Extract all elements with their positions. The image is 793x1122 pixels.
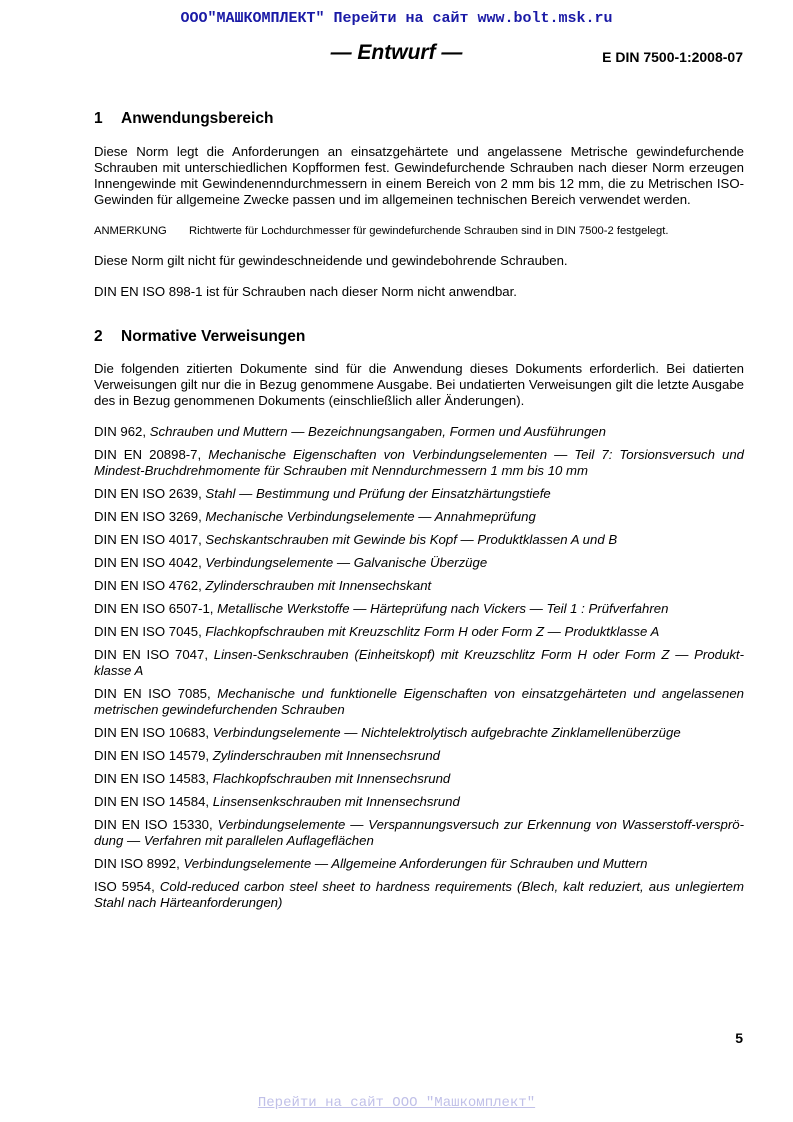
reference-item bbox=[94, 725, 744, 741]
reference-code: DIN EN ISO 3269, bbox=[94, 509, 202, 524]
reference-code: DIN EN ISO 15330, bbox=[94, 817, 213, 832]
reference-item bbox=[94, 578, 744, 594]
draft-label: — Entwurf — bbox=[330, 41, 463, 64]
reference-item bbox=[94, 509, 744, 525]
reference-item bbox=[94, 647, 744, 679]
reference-title: Flachkopfschrauben mit Kreuzschlitz Form H oder Form Z — Produktklasse A bbox=[205, 624, 660, 639]
reference-item bbox=[94, 686, 744, 718]
reference-title: Verbindungselemente — Galvanische Überzüge bbox=[205, 555, 488, 570]
reference-title: Verbindungselemente — Allgemeine Anforderungen für Schrauben und Muttern bbox=[183, 856, 648, 871]
reference-code: DIN EN ISO 4042, bbox=[94, 555, 202, 570]
reference-item bbox=[94, 771, 744, 787]
reference-item bbox=[94, 447, 744, 479]
reference-code: DIN EN ISO 10683, bbox=[94, 725, 210, 740]
reference-item bbox=[94, 817, 744, 849]
reference-title: Metallische Werkstoffe — Härteprüfung nach Vickers — Teil 1 : Prüfverfahren bbox=[217, 601, 669, 616]
reference-item bbox=[94, 856, 744, 872]
reference-title: Schrauben und Muttern — Bezeichnungsangaben, Formen und Ausführungen bbox=[149, 424, 606, 439]
reference-code: DIN EN ISO 4017, bbox=[94, 532, 202, 547]
reference-item bbox=[94, 555, 744, 571]
reference-title: Linsensenkschrauben mit Innensechsrund bbox=[212, 794, 460, 809]
reference-code: DIN EN ISO 2639, bbox=[94, 486, 202, 501]
reference-code: DIN EN ISO 4762, bbox=[94, 578, 202, 593]
reference-item bbox=[94, 601, 744, 617]
reference-code: DIN EN ISO 7085, bbox=[94, 686, 211, 701]
reference-code: DIN ISO 8992, bbox=[94, 856, 180, 871]
reference-code: DIN EN ISO 14584, bbox=[94, 794, 210, 809]
page-number: 5 bbox=[735, 1030, 743, 1046]
reference-code: DIN 962, bbox=[94, 424, 147, 439]
reference-code: DIN EN 20898-7, bbox=[94, 447, 202, 462]
reference-code: DIN EN ISO 7045, bbox=[94, 624, 202, 639]
reference-title: Sechskantschrauben mit Gewinde bis Kopf — Produktklassen A und B bbox=[205, 532, 618, 547]
reference-title: Mechanische und funktionelle Eigenschaften von einsatzgehärteten und angelassenen metrischen gewindefurchenden Schrauben bbox=[94, 686, 744, 717]
note-label: ANMERKUNG bbox=[94, 225, 167, 237]
reference-item bbox=[94, 424, 744, 440]
note-text: Richtwerte für Lochdurchmesser für gewindefurchende Schrauben sind in DIN 7500-2 festgelegt. bbox=[189, 225, 669, 237]
section-2-number: 2 bbox=[94, 328, 103, 345]
document-body bbox=[94, 109, 744, 918]
reference-item bbox=[94, 879, 744, 911]
scope-paragraph: Diese Norm legt die Anforderungen an einsatzgehärtete und angelassene Metrische gewindefurchende Schrauben mit unterschiedlichen Kopfformen fest. Gewindefurchende Schrauben nach dieser Norm erzeugen Innengewinde mit Gewindenenndurchmessern in einem Bereich von 2 mm bis 12 mm, die zu Metrischen ISO-Gewinden für allgemeine Zwecke passen und im allgemeinen technischen Bereich verwendet werden. bbox=[94, 144, 744, 207]
reference-item bbox=[94, 532, 744, 548]
reference-item bbox=[94, 748, 744, 764]
section-1-heading bbox=[94, 109, 744, 129]
section-2-heading bbox=[94, 327, 744, 347]
exclusion-paragraph: Diese Norm gilt nicht für gewindeschneidende und gewindebohrende Schrauben. bbox=[94, 253, 568, 268]
reference-item bbox=[94, 794, 744, 810]
reference-code: DIN EN ISO 14583, bbox=[94, 771, 210, 786]
reference-code: DIN EN ISO 6507-1, bbox=[94, 601, 214, 616]
reference-list bbox=[94, 424, 744, 911]
section-1-title: Anwendungsbereich bbox=[121, 110, 274, 127]
reference-title: Mechanische Verbindungselemente — Annahmeprüfung bbox=[205, 509, 536, 524]
note bbox=[94, 224, 744, 238]
reference-title: Flachkopfschrauben mit Innensechsrund bbox=[212, 771, 451, 786]
reference-code: ISO 5954, bbox=[94, 879, 155, 894]
promo-link-top[interactable]: ООО"МАШКОМПЛЕКТ" Перейти на сайт www.bolt.msk.ru bbox=[180, 10, 613, 27]
reference-code: DIN EN ISO 14579, bbox=[94, 748, 210, 763]
reference-code: DIN EN ISO 7047, bbox=[94, 647, 208, 662]
reference-title: Stahl — Bestimmung und Prüfung der Einsatzhärtungstiefe bbox=[205, 486, 551, 501]
references-intro: Die folgenden zitierten Dokumente sind für die Anwendung dieses Dokuments erforderlich. Bei datierten Verweisungen gilt nur die in Bezug genommene Ausgabe. Bei undatierten Verweisungen gilt die letzte Ausgabe des in Bezug genommenen Dokuments (einschließlich aller Änderungen). bbox=[94, 361, 744, 408]
promo-link-bottom[interactable]: Перейти на сайт ООО "Машкомплект" bbox=[257, 1095, 536, 1111]
reference-title: Cold-reduced carbon steel sheet to hardness requirements (Blech, kalt reduziert, aus unlegiertem Stahl nach Härteanforderungen) bbox=[94, 879, 744, 910]
section-2-title: Normative Verweisungen bbox=[121, 328, 306, 345]
document-id: E DIN 7500-1:2008-07 bbox=[602, 49, 743, 65]
reference-title: Verbindungselemente — Nichtelektrolytisch aufgebrachte Zinklamellenüberzüge bbox=[212, 725, 681, 740]
reference-title: Linsen-Senkschrauben (Einheitskopf) mit Kreuzschlitz Form H oder Form Z — Produkt-klasse A bbox=[94, 647, 744, 678]
reference-title: Verbindungselemente — Verspannungsversuch zur Erkennung von Wasserstoff-versprö-dung — Verfahren mit parallelen Auflageflächen bbox=[94, 817, 744, 848]
applicability-paragraph: DIN EN ISO 898-1 ist für Schrauben nach dieser Norm nicht anwendbar. bbox=[94, 284, 517, 299]
reference-title: Zylinderschrauben mit Innensechskant bbox=[205, 578, 432, 593]
section-1-number: 1 bbox=[94, 110, 103, 127]
reference-item bbox=[94, 624, 744, 640]
reference-title: Zylinderschrauben mit Innensechsrund bbox=[212, 748, 440, 763]
reference-title: Mechanische Eigenschaften von Verbindungselementen — Teil 7: Torsionsversuch und Mindest-Bruchdrehmomente für Schrauben mit Nenndurchmessern 1 mm bis 10 mm bbox=[94, 447, 745, 478]
reference-item bbox=[94, 486, 744, 502]
